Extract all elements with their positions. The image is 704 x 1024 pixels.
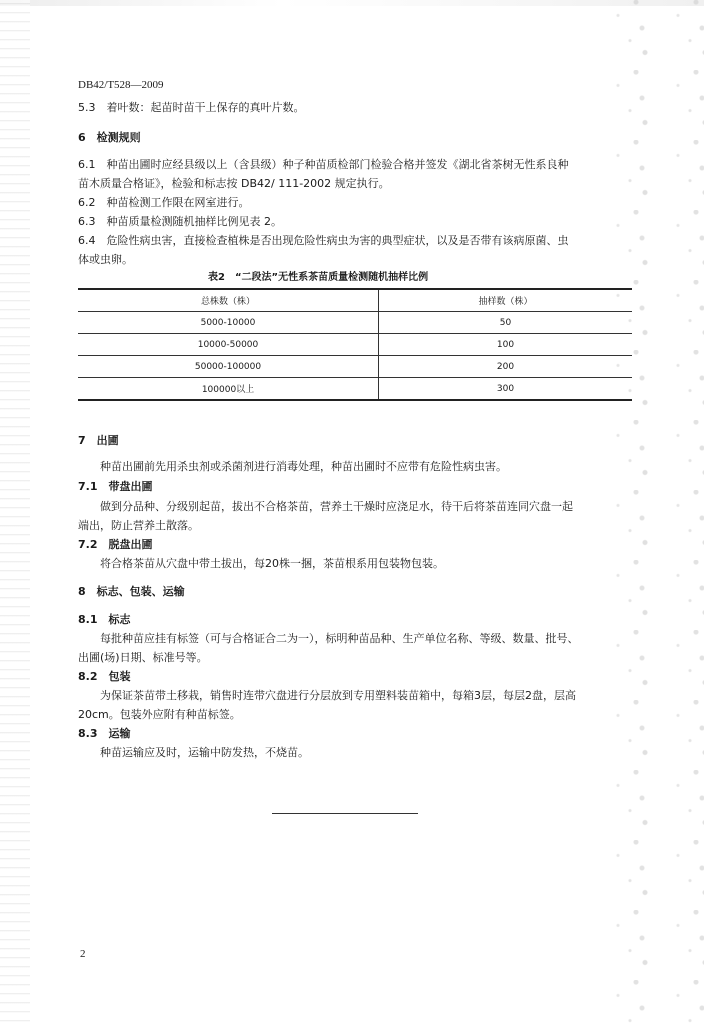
table-header-row [78, 289, 632, 312]
page-number: 2 [80, 948, 86, 960]
column-header-sample: 抽样数（株） [379, 289, 633, 312]
clause-7-1-title: 7.1 带盘出圃 [78, 480, 153, 493]
clause-8-2-line2: 20cm。包装外应附有种苗标签。 [78, 708, 241, 721]
column-header-total: 总株数（株） [78, 289, 379, 312]
table-row [78, 312, 632, 334]
cell-total: 50000-100000 [78, 356, 379, 378]
clause-6-1-line2: 苗木质量合格证》，检验和标志按 DB42/ 111-2002 规定执行。 [78, 177, 390, 190]
table-row [78, 356, 632, 378]
section-7-paragraph: 种苗出圃前先用杀虫剂或杀菌剂进行消毒处理，种苗出圃时不应带有危险性病虫害。 [100, 460, 507, 473]
section-6-title: 6 检测规则 [78, 131, 141, 144]
clause-8-2-line1: 为保证茶苗带土移栽，销售时连带穴盘进行分层放到专用塑料装苗箱中，每箱3层，每层2盘，层高 [100, 689, 576, 702]
clause-8-2-title: 8.2 包装 [78, 670, 131, 683]
section-7-title: 7 出圃 [78, 434, 119, 447]
clause-5-3: 5.3 着叶数：起苗时苗干上保存的真叶片数。 [78, 101, 305, 114]
section-8-title: 8 标志、包装、运输 [78, 585, 185, 598]
scan-noise-right [594, 0, 704, 1024]
clause-6-4-line1: 6.4 危险性病虫害，直接检查植株是否出现危险性病虫为害的典型症状，以及是否带有该病原菌、虫 [78, 234, 569, 247]
table-row [78, 378, 632, 401]
cell-sample: 100 [379, 334, 633, 356]
clause-6-2: 6.2 种苗检测工作限在网室进行。 [78, 196, 250, 209]
scan-noise-left [0, 0, 30, 1024]
cell-total: 10000-50000 [78, 334, 379, 356]
clause-8-1-line2: 出圃(场)日期、标准号等。 [78, 651, 208, 664]
clause-8-1-line1: 每批种苗应挂有标签（可与合格证合二为一），标明种苗品种、生产单位名称、等级、数量、批号、 [100, 632, 579, 645]
clause-6-3: 6.3 种苗质量检测随机抽样比例见表 2。 [78, 215, 282, 228]
cell-sample: 300 [379, 378, 633, 401]
cell-total: 5000-10000 [78, 312, 379, 334]
document-id: DB42/T528—2009 [78, 79, 164, 91]
clause-7-1-line1: 做到分品种、分级别起苗，拔出不合格茶苗，营养土干燥时应浇足水，待干后将茶苗连同穴盘一起 [100, 500, 573, 513]
clause-6-4-line2: 体或虫卵。 [78, 253, 133, 266]
clause-7-2-title: 7.2 脱盘出圃 [78, 538, 153, 551]
clause-8-3-line1: 种苗运输应及时，运输中防发热，不烧苗。 [100, 746, 309, 759]
cell-sample: 50 [379, 312, 633, 334]
cell-sample: 200 [379, 356, 633, 378]
clause-6-1-line1: 6.1 种苗出圃时应经县级以上（含县级）种子种苗质检部门检验合格并签发《湖北省茶树无性系良种 [78, 158, 569, 171]
clause-7-2-line1: 将合格茶苗从穴盘中带土拔出，每20株一捆，茶苗根系用包装物包装。 [100, 557, 444, 570]
clause-7-1-line2: 端出，防止营养土散落。 [78, 519, 199, 532]
table-caption: 表2 “二段法”无性系茶苗质量检测随机抽样比例 [208, 272, 429, 283]
sampling-table [78, 288, 632, 401]
clause-8-3-title: 8.3 运输 [78, 727, 131, 740]
end-rule [272, 813, 418, 814]
clause-8-1-title: 8.1 标志 [78, 613, 131, 626]
table-row [78, 334, 632, 356]
cell-total: 100000以上 [78, 378, 379, 401]
